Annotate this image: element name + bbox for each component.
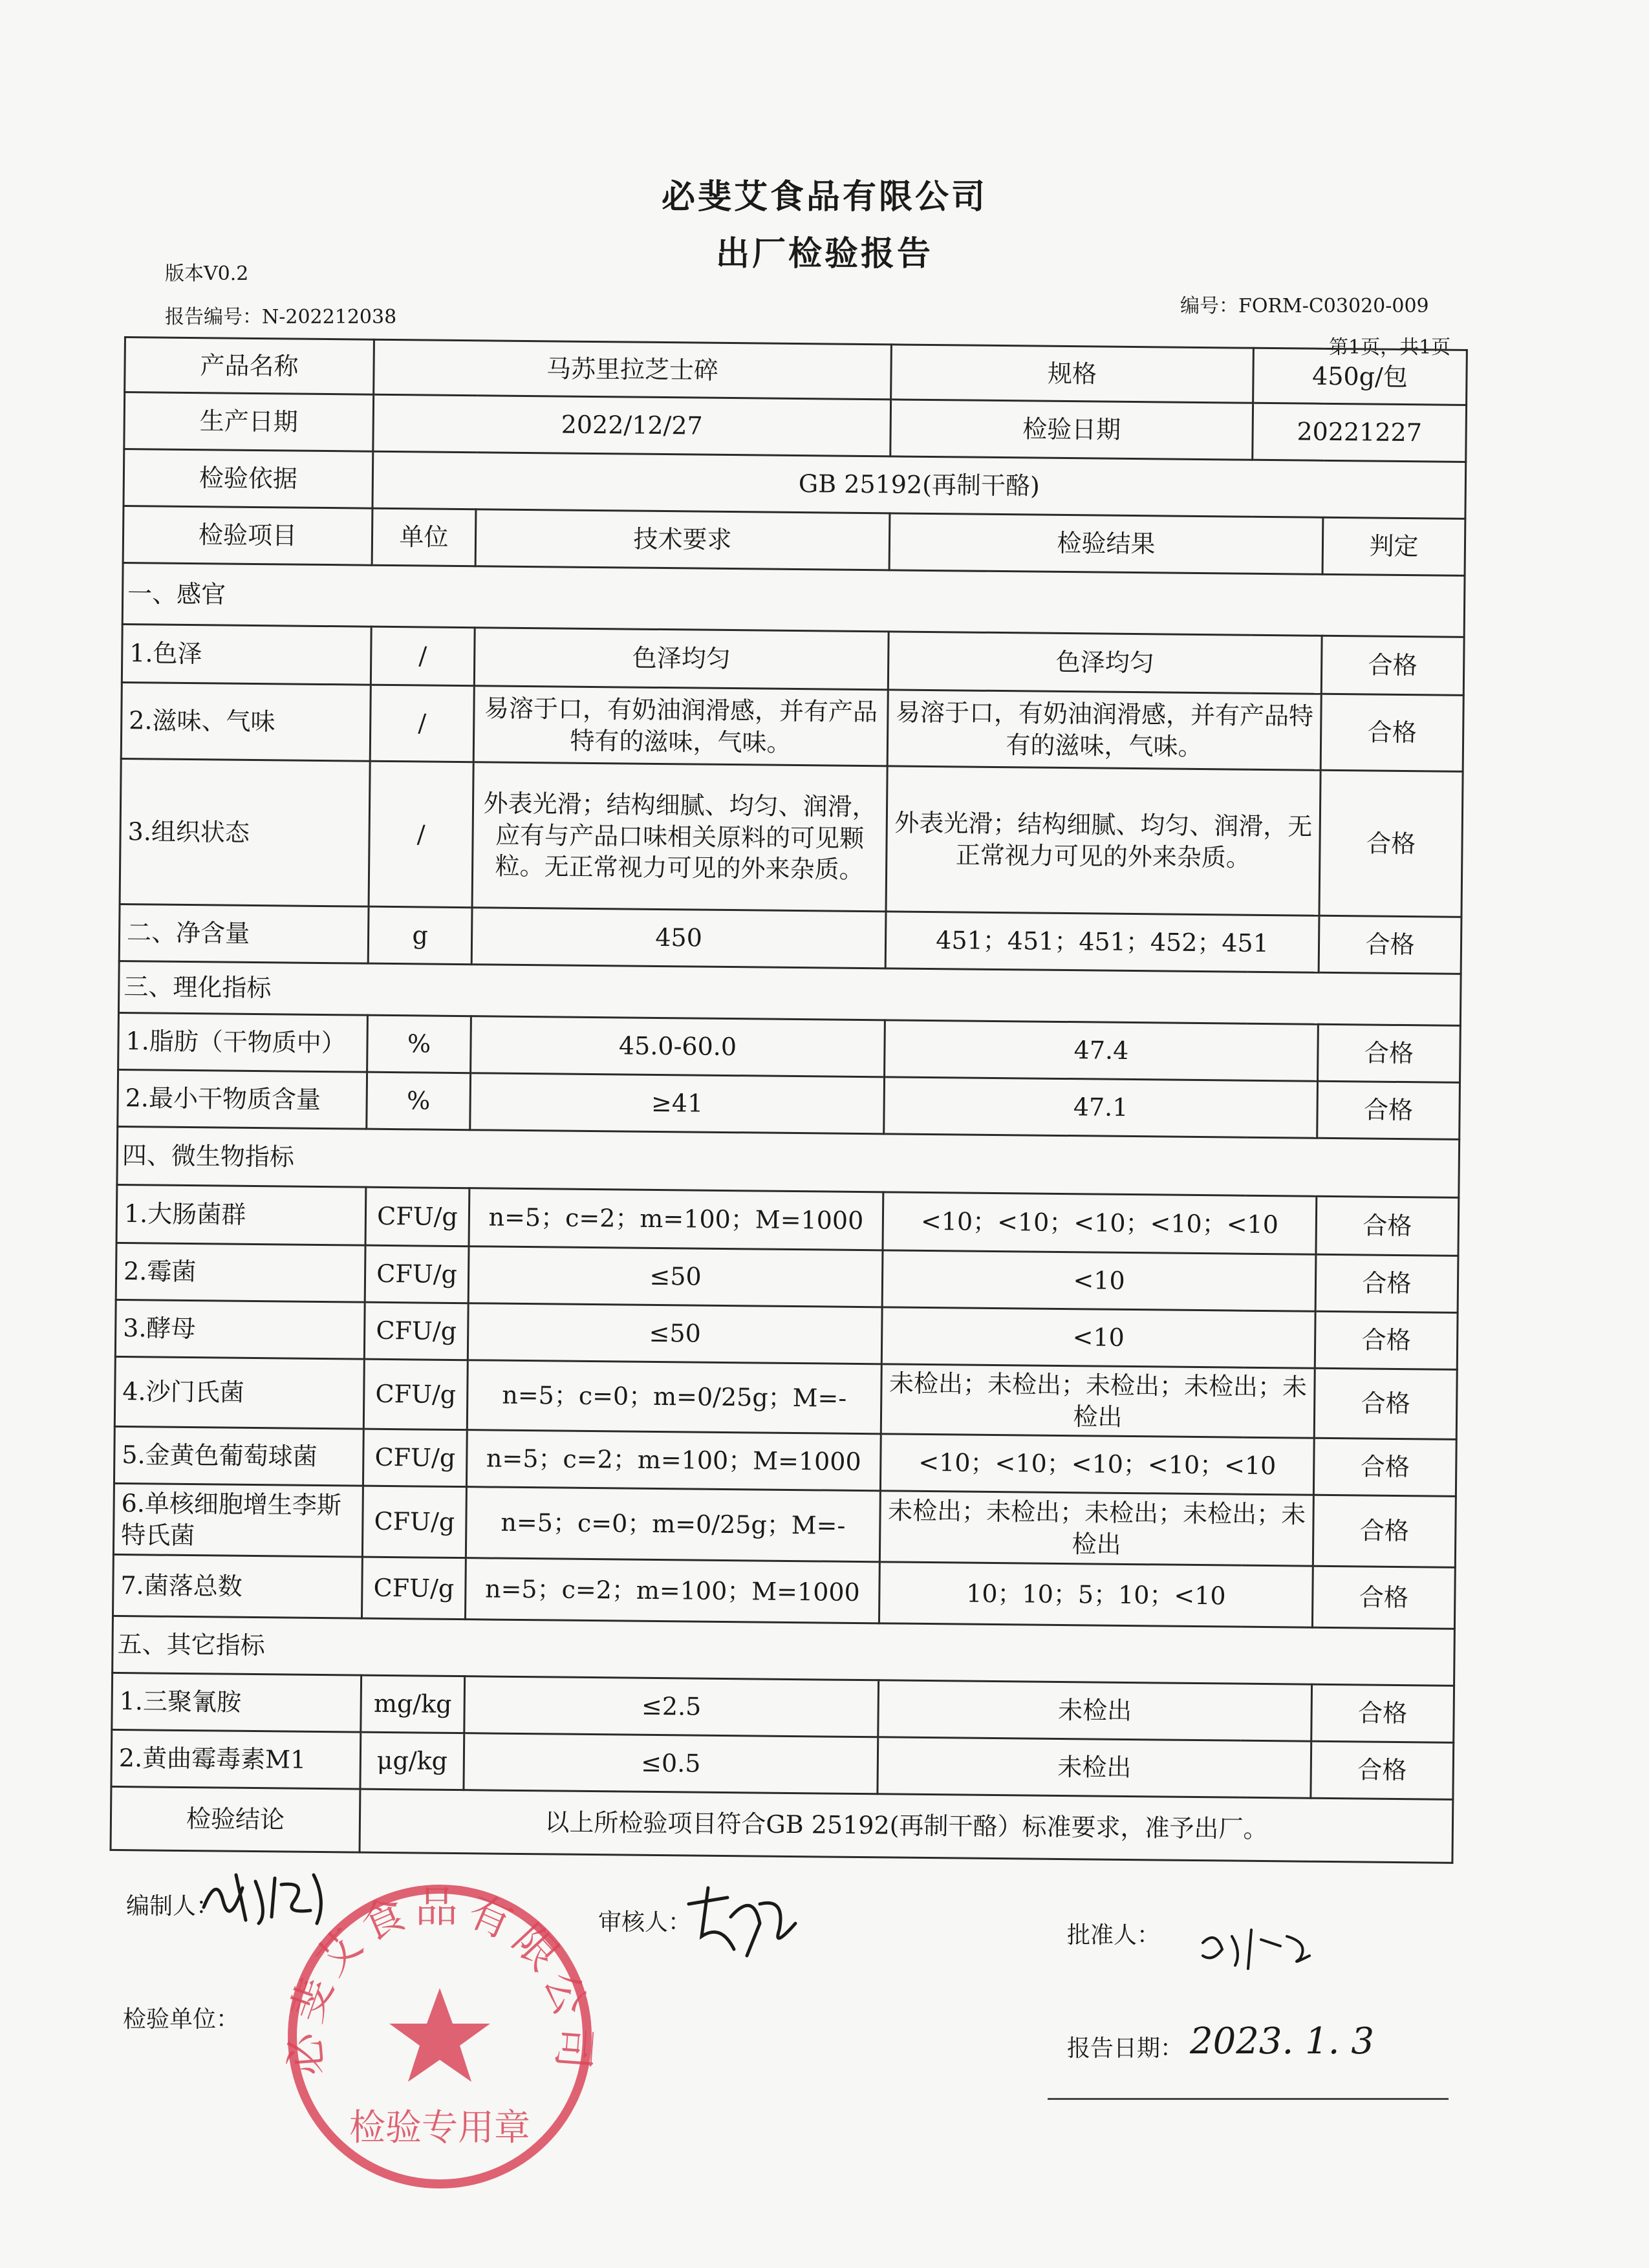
requirement-cell: n=5；c=0；m=0/25g；M=- bbox=[466, 1487, 880, 1562]
unit-cell: CFU/g bbox=[363, 1429, 467, 1487]
unit-cell: / bbox=[371, 626, 475, 686]
judgement-cell: 合格 bbox=[1312, 1566, 1455, 1629]
result-cell: 47.4 bbox=[885, 1020, 1319, 1081]
insp-date-label: 检验日期 bbox=[890, 400, 1253, 460]
date-underline bbox=[1048, 2098, 1449, 2100]
result-cell: <10 bbox=[882, 1250, 1316, 1311]
unit-cell: mg/kg bbox=[361, 1675, 465, 1733]
judgement-cell: 合格 bbox=[1315, 1311, 1458, 1369]
item-cell: 3.组织状态 bbox=[120, 758, 370, 906]
insp-date-value: 20221227 bbox=[1253, 403, 1467, 462]
unit-cell: CFU/g bbox=[363, 1359, 468, 1430]
requirement-cell: ≤50 bbox=[468, 1303, 882, 1364]
requirement-cell: 45.0-60.0 bbox=[471, 1016, 885, 1077]
form-number: 编号：FORM-C03020-009 bbox=[1180, 295, 1429, 317]
judgement-cell: 合格 bbox=[1319, 915, 1461, 974]
unit-cell: % bbox=[367, 1072, 471, 1130]
requirement-cell: 外表光滑；结构细腻、均匀、润滑，应有与产品口味相关原料的可见颗粒。无正常视力可见的外来杂质。 bbox=[472, 762, 887, 912]
col-requirement: 技术要求 bbox=[475, 509, 890, 570]
report-title: 出厂检验报告 bbox=[715, 235, 933, 273]
col-judgement: 判定 bbox=[1322, 517, 1465, 575]
item-cell: 3.酵母 bbox=[115, 1300, 365, 1359]
unit-cell: g bbox=[368, 906, 472, 965]
requirement-cell: ≥41 bbox=[470, 1073, 885, 1134]
compiler-label: 编制人： bbox=[126, 1893, 220, 1920]
unit-cell: / bbox=[369, 761, 473, 908]
requirement-cell: n=5；c=2；m=100；M=1000 bbox=[466, 1430, 881, 1491]
col-item: 检验项目 bbox=[123, 506, 372, 566]
result-cell: 易溶于口，有奶油润滑感，并有产品特有的滋味，气味。 bbox=[887, 690, 1321, 770]
unit-cell: CFU/g bbox=[365, 1187, 469, 1246]
unit-cell: μg/kg bbox=[360, 1732, 464, 1790]
judgement-cell: 合格 bbox=[1313, 1495, 1456, 1567]
seal-company-text: 必斐艾食品有限公司 bbox=[279, 1882, 601, 2078]
section-micro: 四、微生物指标 bbox=[117, 1126, 1460, 1197]
item-cell: 1.三聚氰胺 bbox=[112, 1673, 361, 1733]
result-cell: 451；451；451；452；451 bbox=[885, 912, 1319, 972]
approver-label: 批准人： bbox=[1067, 1922, 1161, 1949]
requirement-cell: 450 bbox=[471, 908, 886, 968]
requirement-cell: 色泽均匀 bbox=[474, 628, 889, 690]
item-cell: 2.霉菌 bbox=[116, 1243, 365, 1302]
item-cell: 2.最小干物质含量 bbox=[118, 1069, 367, 1129]
unit-cell: % bbox=[367, 1015, 471, 1073]
result-cell: <10；<10；<10；<10；<10 bbox=[883, 1192, 1317, 1254]
item-cell: 6.单核细胞增生李斯特氏菌 bbox=[113, 1484, 363, 1557]
report-date-label: 报告日期： bbox=[1067, 2035, 1184, 2062]
result-cell: 未检出 bbox=[878, 1680, 1312, 1741]
spec-value: 450g/包 bbox=[1253, 348, 1467, 405]
table-row bbox=[114, 1356, 1457, 1439]
reviewer-signature bbox=[682, 1878, 812, 1969]
judgement-cell: 合格 bbox=[1313, 1438, 1456, 1496]
product-label: 产品名称 bbox=[125, 337, 374, 395]
table-row bbox=[121, 682, 1463, 771]
requirement-cell: ≤0.5 bbox=[464, 1733, 878, 1794]
item-cell: 1.大肠菌群 bbox=[116, 1184, 366, 1245]
report-number: 报告编号：N-202212038 bbox=[165, 306, 397, 328]
requirement-cell: n=5；c=2；m=100；M=1000 bbox=[465, 1558, 879, 1623]
unit-cell: CFU/g bbox=[364, 1302, 468, 1360]
requirement-cell: ≤50 bbox=[468, 1246, 883, 1307]
result-cell: 未检出 bbox=[878, 1737, 1311, 1798]
item-cell: 4.沙门氏菌 bbox=[114, 1356, 364, 1429]
item-cell: 2.滋味、气味 bbox=[121, 682, 371, 761]
result-cell: 10；10；5；10；<10 bbox=[879, 1562, 1313, 1627]
judgement-cell: 合格 bbox=[1311, 1684, 1454, 1742]
judgement-cell: 合格 bbox=[1321, 636, 1464, 695]
item-cell: 1.色泽 bbox=[122, 624, 371, 685]
unit-cell: CFU/g bbox=[361, 1557, 466, 1620]
col-result: 检验结果 bbox=[889, 513, 1323, 574]
spec-label: 规格 bbox=[891, 345, 1254, 403]
requirement-cell: n=5；c=0；m=0/25g；M=- bbox=[467, 1360, 881, 1434]
conclusion-label: 检验结论 bbox=[111, 1787, 360, 1853]
seal-purpose-text: 检验专用章 bbox=[349, 2107, 530, 2149]
version-label: 版本V0.2 bbox=[165, 262, 249, 285]
section-other: 五、其它指标 bbox=[113, 1616, 1455, 1686]
judgement-cell: 合格 bbox=[1317, 1081, 1460, 1139]
item-cell: 二、净含量 bbox=[119, 904, 369, 963]
requirement-cell: 易溶于口，有奶油润滑感，并有产品特有的滋味，气味。 bbox=[473, 686, 888, 766]
col-unit: 单位 bbox=[372, 508, 476, 566]
company-name: 必斐艾食品有限公司 bbox=[661, 178, 987, 217]
report-date: 2023. 1. 3 bbox=[1190, 2020, 1374, 2062]
basis-value: GB 25192(再制干酪) bbox=[372, 451, 1466, 519]
judgement-cell: 合格 bbox=[1315, 1254, 1458, 1312]
approver-signature bbox=[1196, 1917, 1319, 1975]
result-cell: 色泽均匀 bbox=[888, 632, 1322, 694]
result-cell: 外表光滑；结构细腻、均匀、润滑，无正常视力可见的外来杂质。 bbox=[886, 766, 1320, 915]
result-cell: 47.1 bbox=[884, 1077, 1318, 1138]
basis-label: 检验依据 bbox=[124, 449, 373, 509]
item-cell: 2.黄曲霉毒素M1 bbox=[111, 1730, 361, 1790]
reviewer-label: 审核人： bbox=[598, 1909, 692, 1936]
judgement-cell: 合格 bbox=[1319, 770, 1463, 917]
prod-date-label: 生产日期 bbox=[124, 392, 374, 452]
result-cell: <10；<10；<10；<10；<10 bbox=[880, 1434, 1314, 1495]
unit-cell: CFU/g bbox=[362, 1486, 466, 1558]
conclusion-row bbox=[111, 1787, 1453, 1863]
conclusion-text: 以上所检验项目符合GB 25192(再制干酪）标准要求，准予出厂。 bbox=[360, 1789, 1453, 1863]
judgement-cell: 合格 bbox=[1320, 694, 1463, 771]
result-cell: 未检出；未检出；未检出；未检出；未检出 bbox=[879, 1491, 1313, 1566]
inspection-table bbox=[110, 336, 1468, 1864]
unit-cell: CFU/g bbox=[365, 1245, 469, 1303]
page-indicator: 第1页，共1页 bbox=[1329, 336, 1451, 359]
product-value: 马苏里拉芝士碎 bbox=[374, 339, 892, 400]
requirement-cell: ≤2.5 bbox=[464, 1676, 879, 1737]
table-row bbox=[113, 1484, 1456, 1568]
item-cell: 1.脂肪（干物质中） bbox=[118, 1012, 368, 1072]
result-cell: <10 bbox=[881, 1307, 1315, 1368]
judgement-cell: 合格 bbox=[1316, 1196, 1459, 1256]
requirement-cell: n=5；c=2；m=100；M=1000 bbox=[469, 1188, 883, 1250]
section-physchem: 三、理化指标 bbox=[118, 961, 1461, 1025]
judgement-cell: 合格 bbox=[1311, 1741, 1454, 1799]
prod-date-value: 2022/12/27 bbox=[373, 394, 891, 456]
unit-cell: / bbox=[370, 685, 474, 762]
inspection-unit-label: 检验单位： bbox=[123, 2006, 240, 2033]
item-cell: 7.菌落总数 bbox=[113, 1555, 362, 1619]
result-cell: 未检出；未检出；未检出；未检出；未检出 bbox=[881, 1364, 1315, 1439]
company-seal bbox=[278, 1875, 601, 2198]
section-sensory: 一、感官 bbox=[122, 562, 1465, 637]
judgement-cell: 合格 bbox=[1318, 1024, 1461, 1082]
item-cell: 5.金黄色葡萄球菌 bbox=[114, 1427, 363, 1486]
judgement-cell: 合格 bbox=[1314, 1368, 1457, 1439]
table-row bbox=[120, 758, 1463, 917]
